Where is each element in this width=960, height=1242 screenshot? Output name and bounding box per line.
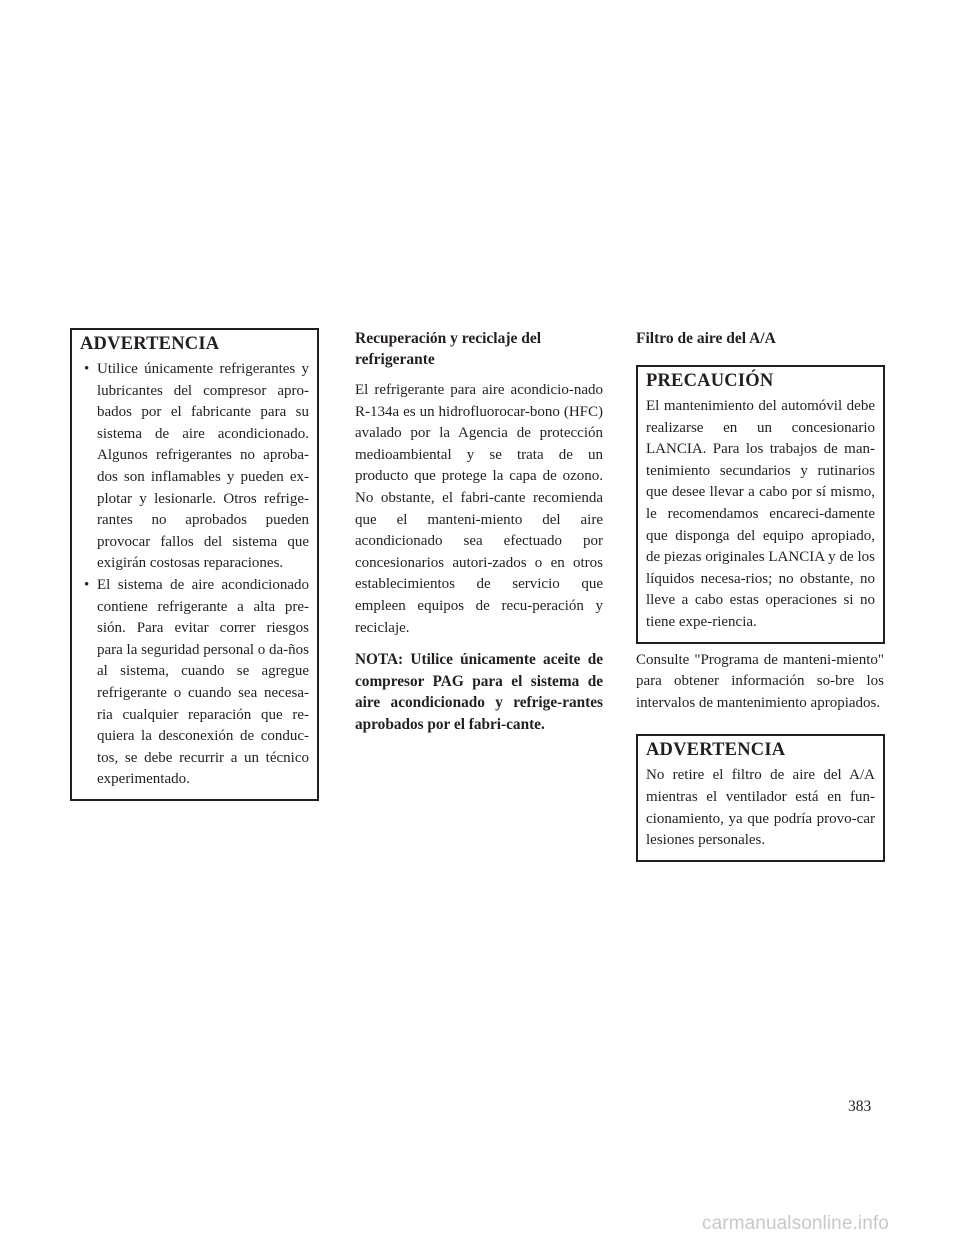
caution-text: El mantenimiento del automóvil debe realizarse en un concesionario LANCIA. Para los trabajos de man-tenimiento secundarios y rutinarios que desee llevar a cabo por sí mismo, le recomendamos encareci-damente que disponga del equipo apropiado, de piezas originales LANCIA y de los líquidos necesa-rios; no obstante, no lleve a cabo estas operaciones si no tiene expe-riencia. [646, 398, 875, 630]
column-middle [355, 328, 603, 736]
paragraph-consult: Consulte "Programa de manteni-miento" para obtener información so-bre los intervalos de mantenimiento apropiados. [636, 651, 884, 711]
section-title-recovery: Recuperación y reciclaje del refrigerante [355, 330, 542, 368]
note-text: NOTA: Utilice únicamente aceite de compresor PAG para el sistema de aire acondicionado y refrige-rantes aprobados por el fabri-cante. [355, 651, 603, 733]
bullet-icon: • [84, 361, 90, 377]
warning-bullet-list [80, 359, 309, 791]
warning-title: ADVERTENCIA [80, 334, 220, 354]
caution-box [636, 365, 885, 644]
section-title-filter: Filtro de aire del A/A [636, 330, 776, 347]
warning-box-filter [636, 734, 885, 861]
caution-title: PRECAUCIÓN [646, 371, 774, 391]
bullet-icon: • [84, 576, 90, 593]
page-number: 383 [848, 1098, 872, 1115]
warning-text: No retire el filtro de aire del A/A mientras el ventilador está en fun-cionamiento, ya que podría provo-car lesiones personales. [646, 767, 875, 849]
column-left [70, 328, 318, 801]
watermark: carmanualsonline.info [702, 1213, 889, 1234]
paragraph-refrigerant: El refrigerante para aire acondicio-nado R-134a es un hidrofluorocar-bono (HFC) avalado por la Agencia de protección medioambiental y se trata de un producto que protege la capa de ozono. No obstante, el fabri-cante recomienda que el manteni-miento del aire acondicionado sea efectuado por concesionarios autori-zados o en otros establecimientos de servicio que empleen equipos de recu-peración y reciclaje. [355, 382, 603, 636]
warning-bullet-item: • Utilice únicamente refrigerantes y lubricantes del compresor apro-bados por el fabricante para su sistema de aire acondicionado. Algunos refrigerantes no aproba-dos son inflamables y pueden ex-plotar y lesionarle. Otros refrige-rantes no aprobados pueden provocar fallos del sistema que exigirán costosas reparaciones. [84, 361, 309, 572]
warning-box [70, 328, 319, 801]
warning-title: ADVERTENCIA [646, 740, 786, 761]
warning-bullet-item: • El sistema de aire acondicionado contiene refrigerante a alta pre-sión. Para evitar correr riesgos para la seguridad personal o da-ños al sistema, cuando se agregue refrigerante o cuando sea necesa-ria cualquier reparación que re-quiera la desconexión de conduc-tos, se debe recurrir a un técnico experimentado. [84, 576, 310, 788]
column-right [636, 328, 884, 862]
